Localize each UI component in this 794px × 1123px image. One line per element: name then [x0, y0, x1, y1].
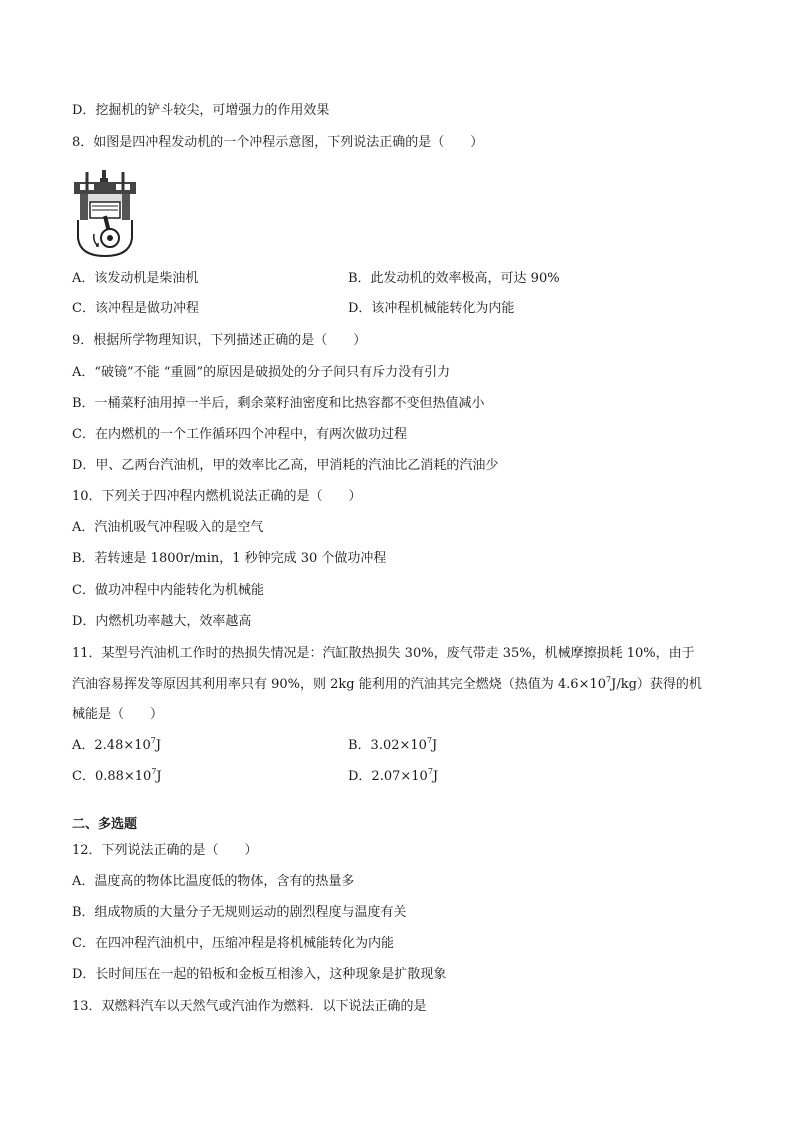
q11-stem-line-2 [72, 676, 702, 694]
q11-stem-line-2-tail: J/kg）获得的机 [611, 677, 702, 692]
q12-option-b: B．组成物质的大量分子无规则运动的剧烈程度与温度有关 [72, 905, 407, 920]
q9-option-d: D．甲、乙两台汽油机，甲的效率比乙高，甲消耗的汽油比乙消耗的汽油少 [72, 458, 499, 473]
q11-option-b-base: B．3.02×10 [348, 738, 427, 753]
q11-option-c [72, 768, 162, 786]
section-title-multiple-choice: 二、多选题 [72, 817, 138, 832]
q11-option-d [348, 768, 438, 786]
q10-option-a: A．汽油机吸气冲程吸入的是空气 [72, 520, 264, 535]
q11-option-c-unit: J [156, 769, 162, 784]
q11-option-a-unit: J [155, 738, 162, 753]
q8-option-c: C．该冲程是做功冲程 [72, 301, 199, 316]
q11-option-a-exp: 7 [150, 736, 156, 745]
q10-option-c: C．做功冲程中内能转化为机械能 [72, 583, 264, 598]
q11-option-b [348, 737, 437, 755]
q11-stem-line-3: 械能是（ ） [72, 707, 164, 722]
q8-stem: 8．如图是四冲程发动机的一个冲程示意图，下列说法正确的是（ ） [72, 135, 484, 150]
q11-option-a-base: A．2.48×10 [72, 738, 151, 753]
q11-option-d-base: D．2.07×10 [348, 769, 428, 784]
q7-option-d: D．挖掘机的铲斗较尖，可增强力的作用效果 [72, 103, 330, 118]
q11-exponent: 7 [606, 675, 612, 684]
q11-option-a [72, 737, 161, 755]
q12-option-c: C．在四冲程汽油机中，压缩冲程是将机械能转化为内能 [72, 936, 394, 951]
q9-option-a: A．“破镜”不能 “重圆”的原因是破损处的分子间只有斥力没有引力 [72, 365, 451, 380]
q8-option-d: D．该冲程机械能转化为内能 [348, 301, 515, 316]
q11-option-d-unit: J [432, 769, 439, 784]
q10-option-b: B．若转速是 1800r/min，1 秒钟完成 30 个做功冲程 [72, 551, 387, 566]
q12-option-d: D．长时间压在一起的铅板和金板互相渗入，这种现象是扩散现象 [72, 967, 447, 982]
q12-stem: 12．下列说法正确的是（ ） [72, 843, 258, 858]
q9-option-c: C．在内燃机的一个工作循环四个冲程中，有两次做功过程 [72, 427, 407, 442]
q10-stem: 10．下列关于四冲程内燃机说法正确的是（ ） [72, 489, 362, 504]
q13-stem: 13．双燃料汽车以天然气或汽油作为燃料．以下说法正确的是 [72, 999, 427, 1014]
q11-stem-line-2-text: 汽油容易挥发等原因其利用率只有 90%，则 2kg 能利用的汽油其完全燃烧（热值为 4.6×10 [72, 677, 607, 692]
q11-option-b-exp: 7 [426, 736, 433, 745]
q10-option-d: D．内燃机功率越大，效率越高 [72, 614, 252, 629]
q8-option-b: B．此发动机的效率极高，可达 90% [348, 271, 560, 286]
q11-option-d-exp: 7 [427, 767, 433, 776]
q11-option-c-exp: 7 [151, 767, 157, 776]
q8-option-a: A．该发动机是柴油机 [72, 271, 199, 286]
q9-stem: 9．根据所学物理知识，下列描述正确的是（ ） [72, 333, 367, 348]
q11-stem-line-1: 11．某型号汽油机工作时的热损失情况是：汽缸散热损失 30%，废气带走 35%，机械摩擦损耗 10%，由于 [72, 646, 695, 661]
q11-option-c-base: C．0.88×10 [72, 769, 152, 784]
engine-stroke-diagram-icon [72, 168, 138, 258]
q9-option-b: B．一桶菜籽油用掉一半后，剩余菜籽油密度和比热容都不变但热值减小 [72, 396, 485, 411]
q12-option-a: A．温度高的物体比温度低的物体，含有的热量多 [72, 874, 355, 889]
q11-option-b-unit: J [432, 738, 438, 753]
